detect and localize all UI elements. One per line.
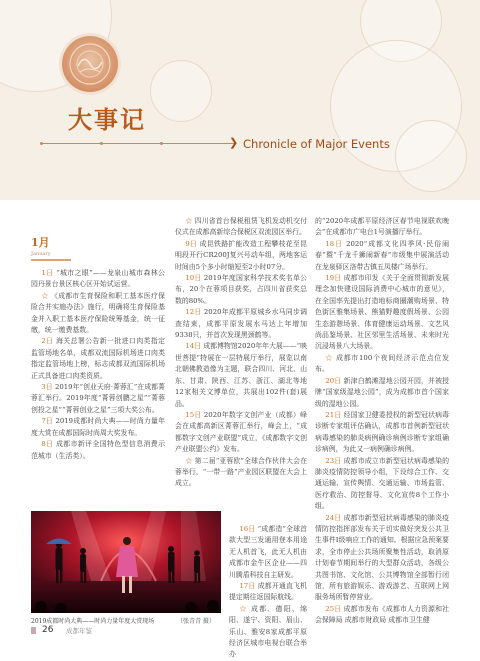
event-entry: 3日 2019年“创业天府·菁蓉汇”在成都菁蓉汇举行。2019年度“菁蓉创鹏之星”“菁蓉创投之星”“菁蓉创业之星”三项大奖公布。 bbox=[31, 383, 165, 414]
month-english: January bbox=[31, 251, 51, 257]
header-divider bbox=[40, 143, 235, 144]
fashion-show-photo bbox=[31, 511, 221, 613]
event-entry: 9日 成昆铁路扩能改造工程攀枝花至昆明段开行CR200J复兴号动车组，两地客运时间由5个多小时缩短至2小时07分。 bbox=[175, 239, 307, 271]
event-entry: 18日 2020“成都文化四季风·民俗闹春”暨“千龙千狮闹新春”市级集中展演活动在龙泉驿区洛带古镇五凤楼广场举行。 bbox=[315, 239, 449, 271]
page-subtitle: Chronicle of Major Events bbox=[243, 137, 390, 151]
chevron-right-icon: ❯ bbox=[229, 136, 239, 149]
column-2 bbox=[175, 216, 307, 490]
event-entry: ☆ 第二届“亚蓉欧”全球合作伙伴大会在蓉举行，“一带一路”产业园区联盟在大会上成立。 bbox=[175, 456, 307, 488]
event-entry: 25日 成都市发布《成都市人力资源和社会保障局 成都市财政局 成都市卫生健 bbox=[315, 604, 449, 625]
event-entry: ☆ 成都市100个夜间经济示范点位发布。 bbox=[315, 353, 449, 374]
event-entry: 20日 新津白鹤滩湿地公园开园，并被授牌“国家级湿地公园”，成为成都市首个国家级的湿地公园。 bbox=[315, 376, 449, 408]
event-entry: 8日 成都市新评全国特色型信息消费示范城市（生活类）。 bbox=[31, 440, 165, 460]
month-label: 1月 bbox=[31, 236, 50, 249]
event-entry: 10日 2019年度国家科学技术奖名单公布，20个在蓉项目获奖，占四川省获奖总数的80%。 bbox=[175, 274, 307, 305]
event-entry: 1日 “城市之眼”——龙泉山城市森林公园丹景台景区核心区开始试运营。 bbox=[31, 269, 165, 289]
event-entry: ☆ 四川省首台保税租赁飞机发动机交付仪式在成都高新综合保税区双流园区举行。 bbox=[175, 217, 307, 237]
event-entry: 的“2020年成都平原经济区春节电视联欢晚会”在成都市广电台1号演播厅举行。 bbox=[315, 217, 449, 237]
column-1 bbox=[31, 268, 165, 462]
event-entry: 17日 成都开通直飞机提定期往返国际航线。 bbox=[229, 582, 307, 602]
event-entry: 21日 经国家卫健委授权的新型冠状病毒诊断专家组评估确认，成都市首例新型冠状病毒感染的肺炎病例确诊病例诊断专家组确诊病例，为此又一病例确诊病例。 bbox=[315, 410, 449, 454]
page-number: 26 bbox=[42, 625, 54, 635]
event-entry: 2日 海关总署公告新一批进口肉类指定监管场地名单，成都双流国际机场进口肉类指定监管场地上榜，标志成都双流国际机场正式具备进口肉类资质。 bbox=[31, 337, 165, 380]
event-entry: 14日 成都博物馆2020年年大展——“映世菩提”特展在一层特展厅举行，展览以南北朝佛教造像为主题，联合四川、河北、山东、甘肃、陕西、江苏、浙江、湖北等地12家相关文博单位，共展出102件(套)展品。 bbox=[175, 342, 307, 408]
page-title: 大事记 bbox=[68, 106, 146, 134]
decorative-circle bbox=[395, 120, 467, 192]
column-2-continued bbox=[229, 524, 307, 661]
event-entry: 16日 “成都造”全球首款大型三发通用登本用途无人机首飞，此无人机由成都市金牛区企业——四川腾盾科技自主研发。 bbox=[229, 525, 307, 579]
event-entry: ☆ 《成都市生育保险和职工基本医疗保险合并实施办法》施行，明确将生育保险基金并入职工基本医疗保险统筹基金，统一征缴，统一缴费基数。 bbox=[31, 291, 166, 335]
event-entry: 23日 成都市成立市新型冠状病毒感染的肺炎疫情防控领导小组，下设综合工作、交通运输、宣传舆情、交通运输、市场监管、医疗救治、防控督导、文化宣传8个工作小组。 bbox=[315, 456, 449, 511]
decorative-circle bbox=[150, 60, 212, 122]
column-3 bbox=[315, 216, 449, 627]
event-entry: 7日 2019成都时尚大典——时尚力量年度大赏在成都国际时尚周大奖发布。 bbox=[31, 417, 165, 437]
event-entry: 12日 2020年成都平原城乡水马同步调查结束，成都平原发展水马达上年增加9338只，并首次发现黑颈鹤等。 bbox=[175, 308, 307, 340]
event-entry: ☆ 成都、德阳、绵阳、遂宁、资阳、眉山、乐山、雅安8家成都平原经济区城市电视台联合举办 bbox=[229, 604, 307, 659]
event-entry: 24日 成都市新型冠状病毒感染的肺炎疫情防控指挥部发布关于切实做好突发公共卫生事件Ⅰ级响应工作的通知。根据应急预案要求，全市停止公共场所聚集性活动，取消原计划春节期间举行的大型群众活动，各级公共图书馆、文化馆、公共博物馆全部暂行闭馆，所有旅游娱乐、游戏游艺、互联网上网服务场所暂停营业。 bbox=[315, 513, 449, 602]
month-heading bbox=[31, 234, 71, 261]
event-entry: 19日 成都市印发《关于全面贯彻新发展理念加快建设国际消费中心城市的意见》，在全国率先提出打造地标商圈潮购场景、特色街区雅集场景、熊猫野趣度假场景、公园生态游憩场景、体育健康运动场景、文艺风尚品鉴场景、社区邻里生活场景、未来时光沉浸场景八大场景。 bbox=[315, 274, 449, 351]
emblem-seal-icon bbox=[62, 36, 118, 92]
event-entry: 15日 2020年数字文创产业（成都）峰会在成都高新区菁蓉汇举行，峰会上，“成都数字文创产业联盟”成立，《成都数字文创产业联盟公约》发布。 bbox=[175, 410, 307, 454]
photo-caption: 2019成都时尚大典——时尚力量年度大赏现场 bbox=[31, 618, 155, 625]
footer-marker bbox=[31, 627, 36, 634]
photo-credit: （张青青 摄） bbox=[177, 618, 215, 625]
month-underline bbox=[31, 259, 71, 261]
footer-book-title: 成都年鉴 bbox=[66, 627, 92, 635]
